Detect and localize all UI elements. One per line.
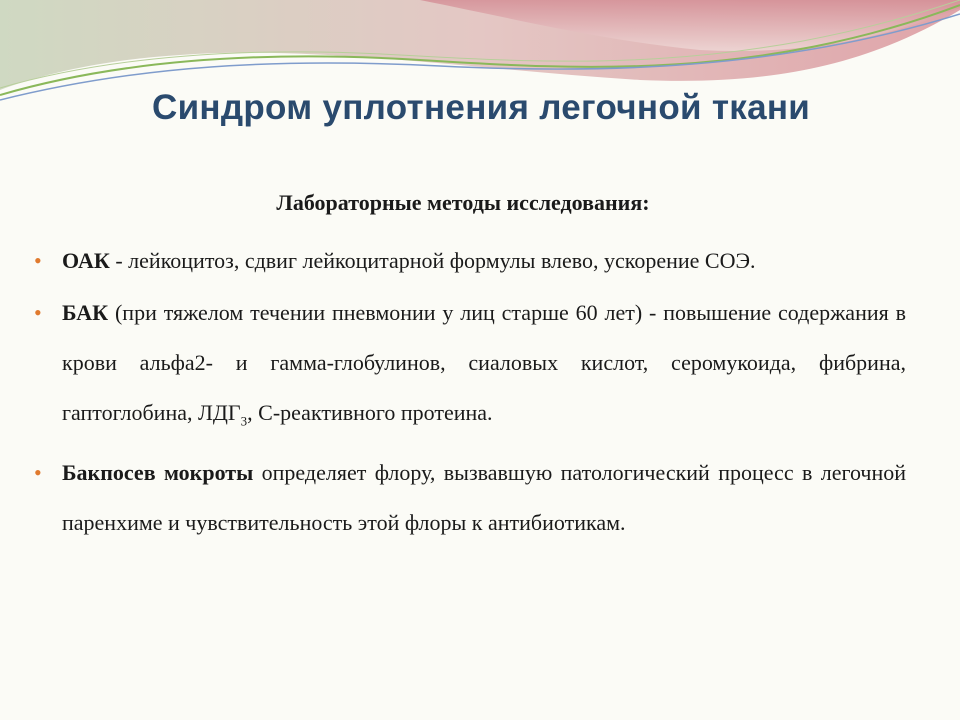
item-subscript: 3	[240, 413, 248, 429]
item-text: определяет флору, вызвавшую патологический процесс в легочной паренхиме и чувствительность этой флоры к антибиотикам.	[62, 460, 906, 536]
item-term: БАК	[62, 300, 109, 325]
item-text: - лейкоцитоз, сдвиг лейкоцитарной формулы влево, ускорение СОЭ.	[109, 248, 756, 273]
bullet-list	[34, 236, 906, 550]
list-item-culture	[34, 448, 906, 548]
list-item-oak	[34, 236, 906, 286]
bullet-dot-icon: •	[34, 300, 42, 325]
item-text: (при тяжелом течении пневмонии у лиц старше 60 лет) - повышение содержания в крови альфа2- и гамма-глобулинов, сиаловых кислот, серомукоида, фибрина, гаптоглобина, ЛДГ	[62, 300, 906, 425]
item-term: Бакпосев мокроты	[62, 460, 254, 486]
list-item-bak	[34, 288, 906, 446]
item-text-tail: , С-реактивного протеина.	[247, 400, 493, 425]
item-term: ОАК	[62, 248, 110, 273]
section-subtitle: Лабораторные методы исследования:	[276, 190, 650, 215]
slide-title: Синдром уплотнения легочной ткани	[152, 88, 811, 127]
bullet-dot-icon: •	[34, 248, 42, 273]
bullet-dot-icon: •	[34, 460, 42, 486]
